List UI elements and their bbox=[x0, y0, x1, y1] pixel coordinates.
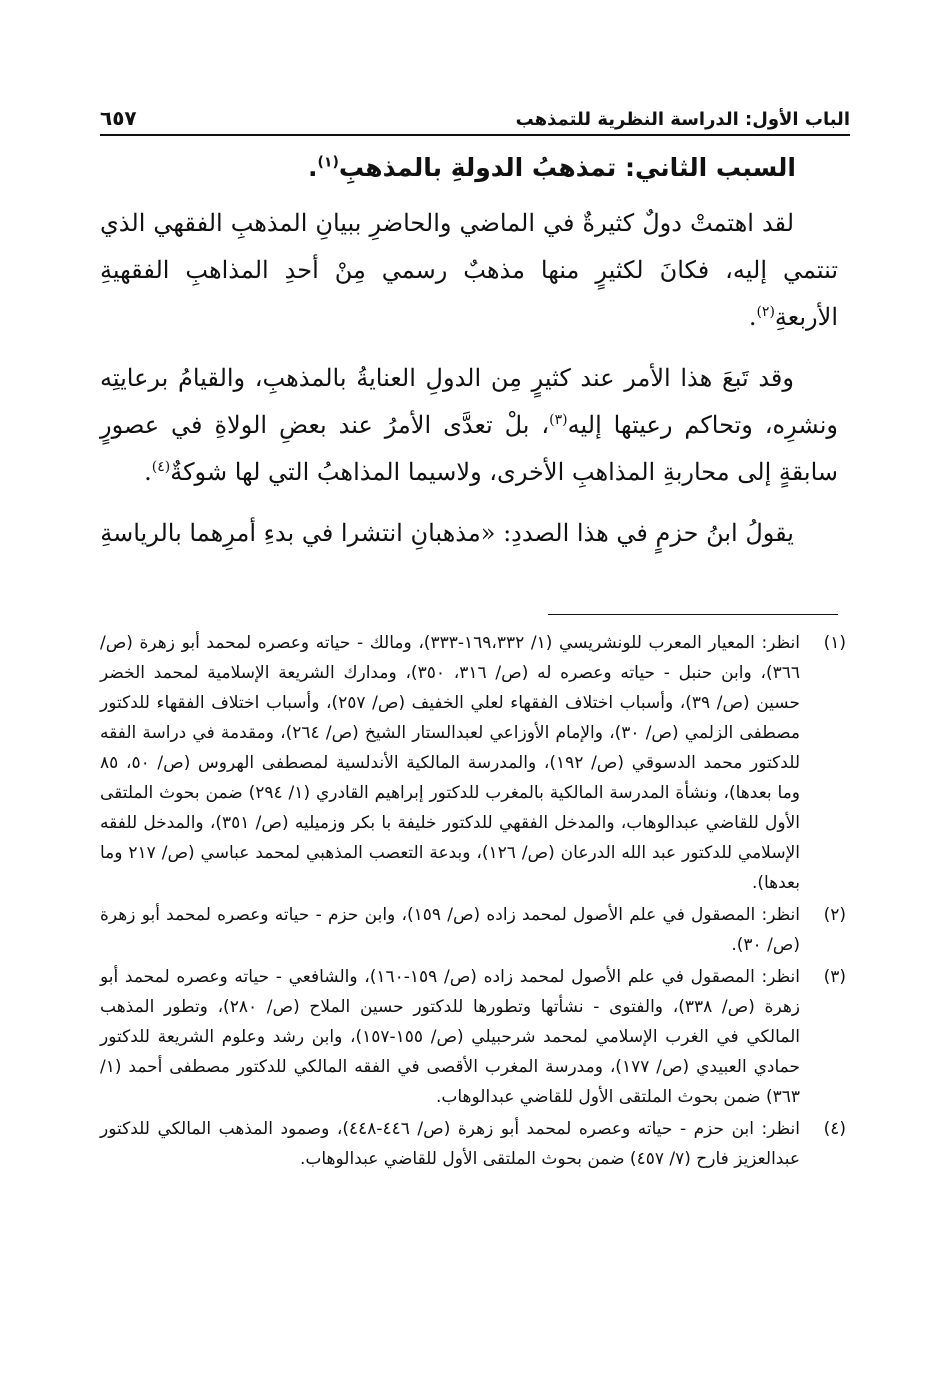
footnote-separator bbox=[548, 614, 838, 615]
footnote-number: (٢) bbox=[823, 905, 846, 925]
footnotes bbox=[100, 628, 846, 1176]
footnote-ref-3: (٣) bbox=[549, 412, 568, 428]
footnote-number: (٤) bbox=[823, 1119, 846, 1139]
paragraph-2-end: . bbox=[144, 458, 152, 486]
footnote-number: (١) bbox=[823, 633, 846, 653]
chapter-title: الباب الأول: الدراسة النظرية للتمذهب bbox=[515, 109, 850, 130]
section-heading-end: . bbox=[307, 153, 318, 182]
running-header bbox=[100, 96, 850, 136]
paragraph-1-text: لقد اهتمتْ دولٌ كثيرةٌ في الماضي والحاضرِ ببيانِ المذهبِ الفقهي الذي تنتمي إليه، فكانَ لكثيرٍ منها مذهبٌ رسمي مِنْ أحدِ المذاهبِ الفقهيةِ الأربعةِ bbox=[100, 209, 838, 331]
footnote-number: (٣) bbox=[823, 967, 846, 987]
footnote-text: انظر: المعيار المعرب للونشريسي (١/ ١٦٩،٣٣٢-٣٣٣)، ومالك - حياته وعصره لمحمد أبو زهرة (ص/ ٣٦٦)، وابن حنبل - حياته وعصره له (ص/ ٣١٦، ٣٥٠)، ومدارك الشريعة الإسلامية لمحمد الخضر حسين (ص/ ٣٩)، وأسباب اختلاف الفقهاء لعلي الخفيف (ص/ ٢٥٧)، وأسباب اختلاف الفقهاء للدكتور مصطفى الزلمي (ص/ ٣٠)، والإمام الأوزاعي لعبدالستار الشيخ (ص/ ٢٦٤)، ومقدمة في دراسة الفقه للدكتور محمد الدسوقي (ص/ ١٩٢)، والمدرسة المالكية الأندلسية لمصطفى الهروس (ص/ ٥٠، ٨٥ وما بعدها)، ونشأة المدرسة المالكية بالمغرب للدكتور إبراهيم القادري (١/ ٢٩٤) ضمن بحوث الملتقى الأول للقاضي عبدالوهاب، والمدخل الفقهي للدكتور خليفة با بكر وزميليه (ص/ ٣٥١)، والمدخل للفقه الإسلامي للدكتور عبد الله الدرعان (ص/ ١٢٦)، وبدعة التعصب المذهبي لمحمد عباسي (ص/ ٢١٧ وما بعدها). bbox=[100, 633, 801, 893]
paragraph-3 bbox=[100, 510, 838, 557]
section-heading bbox=[100, 142, 838, 194]
footnote-4 bbox=[100, 1114, 846, 1174]
main-text bbox=[100, 142, 838, 571]
paragraph-1 bbox=[100, 200, 838, 341]
paragraph-2-text-a: وقد تَبعَ هذا الأمر عند كثيرٍ مِن الدولِ العنايةُ بالمذهبِ، والقيامُ برعايتِه ونشرِه، وتحاكم رعيتها إليه bbox=[100, 364, 838, 439]
page-number: ٦٥٧ bbox=[100, 106, 137, 130]
footnote-ref-1: (١) bbox=[317, 154, 339, 171]
paragraph-2 bbox=[100, 355, 838, 496]
footnote-3 bbox=[100, 962, 846, 1112]
footnote-ref-4: (٤) bbox=[151, 459, 171, 475]
paragraph-1-end: . bbox=[748, 303, 757, 331]
footnote-text: انظر: المصقول في علم الأصول لمحمد زاده (ص/ ١٥٩)، وابن حزم - حياته وعصره لمحمد أبو زهرة (ص/ ٣٠). bbox=[100, 905, 801, 955]
paragraph-2-text-b: ، بلْ تعدَّى الأمرُ عند بعضِ الولاةِ في عصورٍ سابقةٍ إلى محاربةِ المذاهبِ الأخرى، ولاسيما المذاهبُ التي لها شوكةٌ bbox=[100, 411, 838, 486]
footnote-ref-2: (٢) bbox=[756, 304, 775, 320]
footnote-text: انظر: ابن حزم - حياته وعصره لمحمد أبو زهرة (ص/ ٤٤٦-٤٤٨)، وصمود المذهب المالكي للدكتور عبدالعزيز فارح (٧/ ٤٥٧) ضمن بحوث الملتقى الأول للقاضي عبدالوهاب. bbox=[100, 1119, 800, 1169]
footnote-1 bbox=[100, 628, 846, 898]
section-heading-text: السبب الثاني: تمذهبُ الدولةِ بالمذهبِ bbox=[338, 153, 796, 182]
paragraph-3-text: يقولُ ابنُ حزمٍ في هذا الصددِ: «مذهبانِ انتشرا في بدءِ أمرِهما بالرياسةِ bbox=[100, 519, 794, 547]
footnote-text: انظر: المصقول في علم الأصول لمحمد زاده (ص/ ١٥٩-١٦٠)، والشافعي - حياته وعصره لمحمد أبو زهرة (ص/ ٣٣٨)، والفتوى - نشأتها وتطورها للدكتور حسين الملاح (ص/ ٢٨٠)، وتطور المذهب المالكي في الغرب الإسلامي لمحمد شرحبيلي (ص/ ١٥٥-١٥٧)، وابن رشد وعلوم الشريعة للدكتور حمادي العبيدي (ص/ ١٧٧)، ومدرسة المغرب الأقصى في الفقه المالكي للدكتور مصطفى أحمد (١/ ٣٦٣) ضمن بحوث الملتقى الأول للقاضي عبدالوهاب. bbox=[100, 967, 800, 1107]
footnote-2 bbox=[100, 900, 846, 960]
